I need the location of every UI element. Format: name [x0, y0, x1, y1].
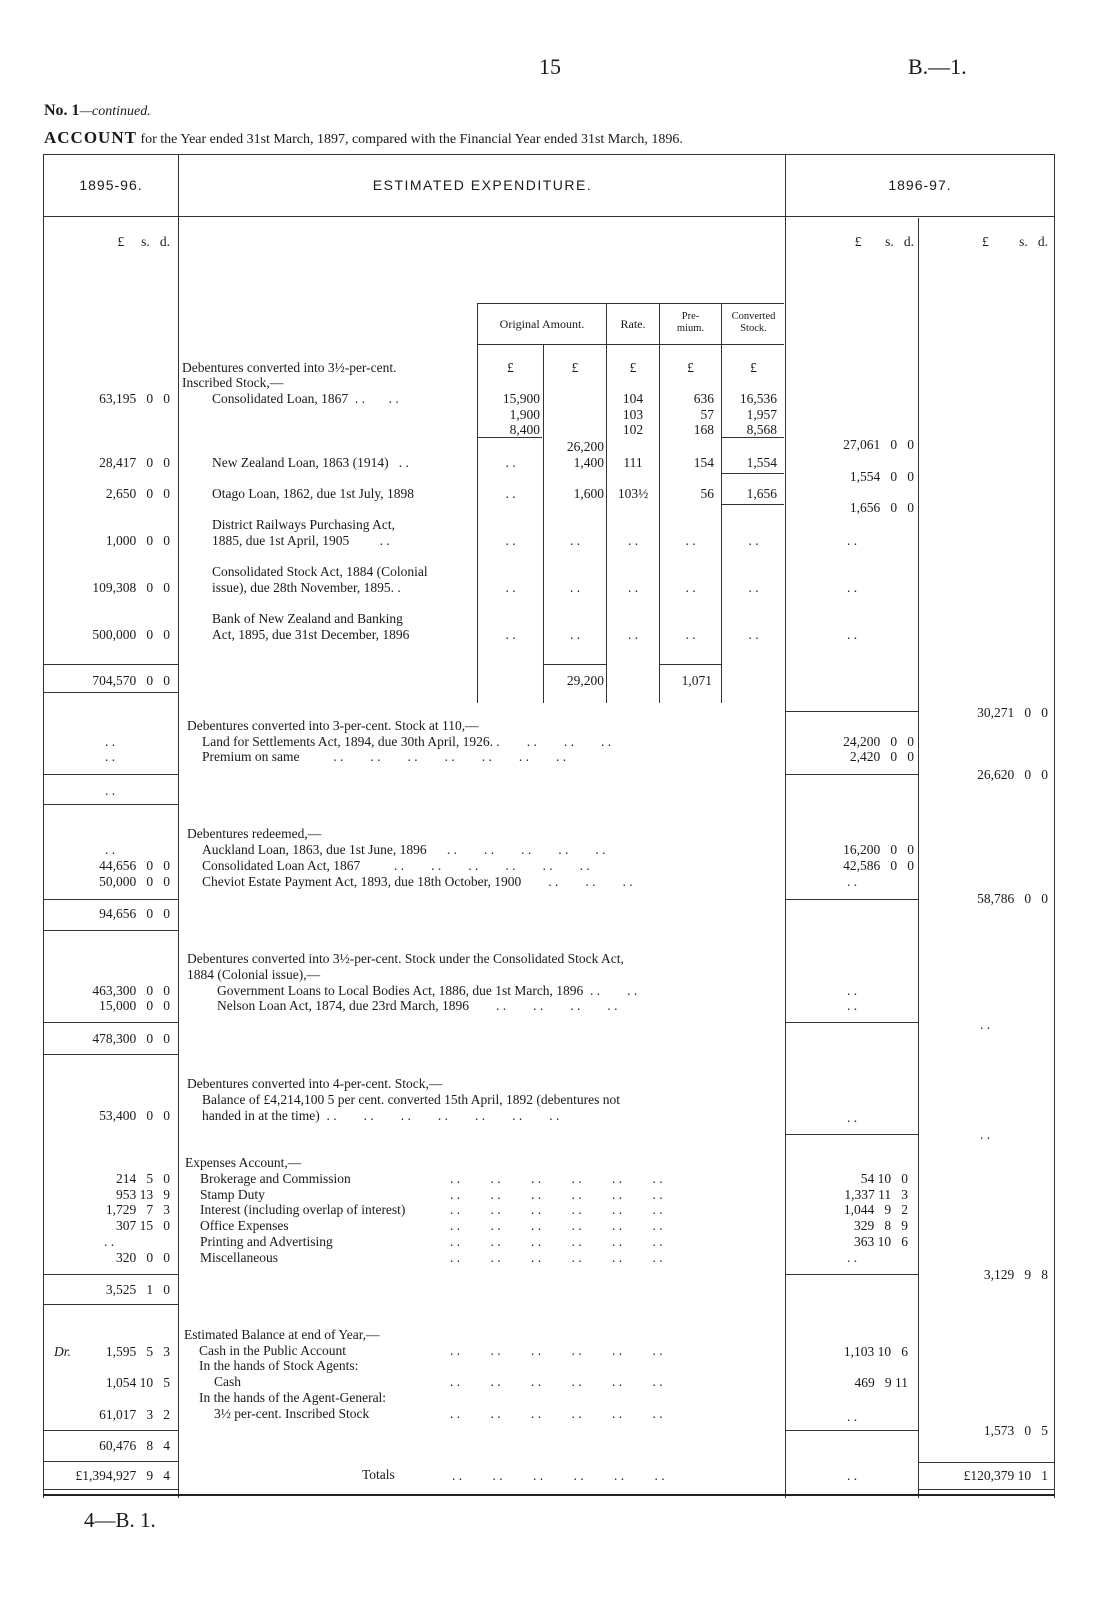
- col-divider-2: [785, 154, 786, 1498]
- section-title: Debentures converted into 3-per-cent. Stock at 110,—: [187, 718, 479, 733]
- r1-amount: . .: [846, 1409, 858, 1424]
- rate: 103½: [617, 486, 649, 501]
- footer-signature: 4—B. 1.: [84, 1508, 156, 1532]
- left-amount: 15,000 0 0: [99, 998, 170, 1013]
- left-amount: . .: [104, 734, 116, 749]
- r1-amount: . .: [846, 1110, 858, 1125]
- r1-amount: . .: [846, 998, 858, 1013]
- rate: 104 103 102: [622, 391, 644, 437]
- r1-amount: 1,044 9 2: [843, 1202, 908, 1217]
- total-original: 29,200: [566, 673, 604, 688]
- page-code: B.—1.: [908, 54, 967, 79]
- r1-amount: 24,200 0 0: [843, 734, 914, 749]
- r1-amount: 42,586 0 0: [843, 858, 914, 873]
- subhead-premium: Pre- mium.: [676, 311, 705, 334]
- left-amount: 2,650 0 0: [105, 486, 170, 501]
- table-bottom-rule: [43, 1494, 1055, 1496]
- dots: . .: [569, 627, 581, 642]
- left-amount: 953 13 9: [116, 1187, 170, 1202]
- dots: . .: [685, 627, 696, 642]
- section-title: Debentures converted into 3½-per-cent. Inscribed Stock,—: [182, 360, 397, 390]
- section-total-right: . .: [979, 1017, 991, 1032]
- row-label: In the hands of the Agent-General:: [199, 1390, 387, 1405]
- subhead-rate: Rate.: [620, 317, 646, 331]
- premium: 636 57 168: [693, 391, 714, 437]
- col-header-1895: 1895-96.: [79, 177, 143, 193]
- row-label: Otago Loan, 1862, due 1st July, 1898: [212, 486, 414, 501]
- dot-leaders: . . . . . . . . . . . .: [452, 1468, 665, 1483]
- left-amount: 214 5 0: [116, 1171, 170, 1186]
- total-premium: 1,071: [681, 673, 712, 688]
- row-label: Stamp Duty: [200, 1187, 265, 1202]
- left-amount: 320 0 0: [116, 1250, 170, 1265]
- row-label: Balance of £4,214,100 5 per cent. converted 15th April, 1892 (debentures not handed in at the time) . . . . . . . . . . . . . .: [202, 1092, 621, 1123]
- converted: 16,536 1,957 8,568: [739, 391, 777, 437]
- left-amount: 463,300 0 0: [92, 983, 170, 998]
- section-total-right: 26,620 0 0: [977, 767, 1048, 782]
- left-amount: 44,656 0 0: [99, 858, 170, 873]
- frame-left: [43, 154, 44, 1498]
- section-title: Expenses Account,—: [185, 1155, 302, 1170]
- r1-amount: 1,103 10 6: [843, 1344, 908, 1359]
- section-total-right: 1,573 0 5: [983, 1423, 1048, 1438]
- header-bottom-rule: [43, 216, 1055, 217]
- row-label: Nelson Loan Act, 1874, due 23rd March, 1896 . . . . . . . .: [217, 998, 618, 1013]
- heading-account: [44, 128, 683, 148]
- dots: . .: [505, 580, 516, 595]
- r1-amount: 1,656 0 0: [849, 500, 914, 515]
- dots: . .: [748, 533, 759, 548]
- pound-sign: £: [629, 360, 637, 375]
- premium: 56: [700, 486, 714, 501]
- unit-left: £ s. d.: [117, 234, 170, 249]
- section-total-left: 94,656 0 0: [99, 906, 170, 921]
- grand-total-r1: . .: [846, 1468, 858, 1483]
- r1-amount: . .: [846, 580, 858, 595]
- row-label: Consolidated Loan, 1867 . . . .: [212, 391, 399, 406]
- section-total-right: 30,271 0 0: [977, 705, 1048, 720]
- left-amount: . .: [104, 1234, 115, 1249]
- dots: . .: [505, 533, 516, 548]
- col-header-1896: 1896-97.: [888, 177, 952, 193]
- dots: . .: [627, 627, 639, 642]
- row-label: Printing and Advertising: [200, 1234, 333, 1249]
- r1-amount: 27,061 0 0: [843, 437, 914, 452]
- left-amount: 1,054 10 5: [105, 1375, 170, 1390]
- row-label: Consolidated Stock Act, 1884 (Colonial issue), due 28th November, 1895. .: [212, 564, 428, 595]
- dots: . .: [748, 627, 759, 642]
- left-amount: 1,595 5 3: [105, 1344, 170, 1359]
- section-title: Estimated Balance at end of Year,—: [184, 1327, 380, 1342]
- r1-amount: 2,420 0 0: [849, 749, 914, 764]
- dots: . .: [685, 580, 696, 595]
- orig-amount-2: 1,600: [573, 486, 604, 501]
- dots: . .: [505, 627, 516, 642]
- r1-amount: 1,554 0 0: [849, 469, 914, 484]
- left-amount: 63,195 0 0: [99, 391, 170, 406]
- r1-amount: 16,200 0 0: [843, 842, 914, 857]
- unit-r1: £ s. d.: [854, 234, 914, 249]
- r1-amount: . .: [846, 983, 858, 998]
- section-total-left: 3,525 1 0: [105, 1282, 170, 1297]
- dots: . .: [569, 533, 581, 548]
- r1-amount: 54 10 0: [860, 1171, 908, 1186]
- converted: 1,554: [746, 455, 777, 470]
- dots: . .: [569, 580, 581, 595]
- row-label: Auckland Loan, 1863, due 1st June, 1896 . . . . . . . . . .: [202, 842, 606, 857]
- left-amount: 307 15 0: [116, 1218, 170, 1233]
- row-label: Office Expenses: [200, 1218, 289, 1233]
- row-label: New Zealand Loan, 1863 (1914) . .: [212, 455, 409, 470]
- table-top-rule: [43, 154, 1055, 155]
- row-label: Interest (including overlap of interest): [200, 1202, 406, 1217]
- col-divider-1: [178, 154, 179, 1498]
- row-label: Consolidated Loan Act, 1867 . . . . . . . . . . . .: [202, 858, 590, 873]
- row-label: Government Loans to Local Bodies Act, 1886, due 1st March, 1896 . . . .: [217, 983, 638, 998]
- orig-amount: . .: [505, 455, 516, 470]
- left-amount: 109,308 0 0: [92, 580, 170, 595]
- r1-amount: . .: [846, 1250, 858, 1265]
- r1-amount: . .: [846, 627, 858, 642]
- row-label: District Railways Purchasing Act, 1885, due 1st April, 1905 . .: [212, 517, 395, 548]
- left-amount: 500,000 0 0: [92, 627, 170, 642]
- row-label: Miscellaneous: [200, 1250, 278, 1265]
- heading-continued: —continued.: [79, 104, 151, 119]
- grand-total-right: £120,379 10 1: [963, 1468, 1048, 1483]
- section-title: Debentures converted into 4-per-cent. Stock,—: [187, 1076, 443, 1091]
- pound-sign: £: [571, 360, 579, 375]
- col-header-expenditure: ESTIMATED EXPENDITURE.: [372, 177, 593, 193]
- converted: 1,656: [746, 486, 777, 501]
- heading-no-label: No. 1: [44, 102, 80, 119]
- left-amount: 28,417 0 0: [99, 455, 170, 470]
- rate: 111: [623, 455, 643, 470]
- left-amount: 1,000 0 0: [105, 533, 170, 548]
- left-amount: 1,729 7 3: [105, 1202, 170, 1217]
- section-total-left: . .: [104, 783, 116, 798]
- dots: . .: [627, 533, 639, 548]
- totals-label: Totals: [362, 1467, 395, 1482]
- row-label: Bank of New Zealand and Banking Act, 1895, due 31st December, 1896: [212, 611, 410, 642]
- unit-r2: £ s. d.: [981, 234, 1048, 249]
- left-amount: 61,017 3 2: [99, 1407, 170, 1422]
- account-title: for the Year ended 31st March, 1897, compared with the Financial Year ended 31st March, 1896.: [140, 132, 683, 147]
- debit-prefix: Dr.: [54, 1344, 71, 1359]
- section-title: Debentures redeemed,—: [187, 826, 322, 841]
- page-number: 15: [539, 54, 561, 79]
- dots: . .: [748, 580, 759, 595]
- orig-amount: . .: [505, 486, 516, 501]
- r1-amount: . .: [846, 533, 858, 548]
- pound-sign: £: [687, 360, 694, 375]
- section-title: Debentures converted into 3½-per-cent. Stock under the Consolidated Stock Act, 1884 (Colonial issue),—: [187, 951, 624, 982]
- section-total-left: 704,570 0 0: [92, 673, 170, 688]
- grand-total-left: £1,394,927 9 4: [75, 1468, 170, 1483]
- dot-leaders: . . . . . . . . . . . . . . . . . . . . . . . . . . . . . . . . . . . .: [450, 1343, 663, 1421]
- r1-amount: . .: [846, 874, 858, 889]
- section-total-left: 60,476 8 4: [99, 1438, 170, 1453]
- row-label: Cash: [214, 1374, 241, 1389]
- section-total-right: 3,129 9 8: [983, 1267, 1048, 1282]
- row-label: Premium on same . . . . . . . . . . . . . .: [202, 749, 567, 764]
- dot-leaders: . . . . . . . . . . . . . . . . . . . . . . . . . . . . . . . . . . . . . . . . . . . . . . . . . . . . . . . . . . . . . . . . . . . . . . . .: [450, 1171, 663, 1265]
- heading-no: [44, 102, 151, 120]
- col-divider-3: [918, 218, 919, 1498]
- row-label: In the hands of Stock Agents:: [199, 1358, 359, 1373]
- left-amount: . .: [104, 842, 116, 857]
- left-amount: 50,000 0 0: [99, 874, 170, 889]
- section-total-right: 58,786 0 0: [977, 891, 1048, 906]
- dots: . .: [685, 533, 696, 548]
- row-label: Brokerage and Commission: [200, 1171, 351, 1186]
- left-amount: 53,400 0 0: [99, 1108, 170, 1123]
- dots: . .: [627, 580, 639, 595]
- orig-amount-2: 26,200 1,400: [566, 439, 604, 470]
- frame-right: [1054, 154, 1055, 1498]
- row-label: Cash in the Public Account: [199, 1343, 346, 1358]
- r1-amount: 329 8 9: [854, 1218, 908, 1233]
- account-word: ACCOUNT: [44, 128, 137, 147]
- section-total-right: . .: [979, 1127, 991, 1142]
- orig-amount: 15,900 1,900 8,400: [502, 391, 540, 437]
- pound-sign: £: [507, 360, 514, 375]
- pound-sign: £: [750, 360, 757, 375]
- subhead-converted: Converted Stock.: [731, 311, 776, 334]
- left-amount: . .: [104, 749, 116, 764]
- row-label: Cheviot Estate Payment Act, 1893, due 18th October, 1900 . . . . . .: [202, 874, 633, 889]
- r1-amount: 363 10 6: [854, 1234, 908, 1249]
- row-label: Land for Settlements Act, 1894, due 30th April, 1926. . . . . . . .: [202, 734, 612, 749]
- r1-amount: 469 9 11: [854, 1375, 908, 1390]
- row-label: 3½ per-cent. Inscribed Stock: [214, 1406, 370, 1421]
- subhead-original: Original Amount.: [499, 317, 585, 331]
- r1-amount: 1,337 11 3: [844, 1187, 908, 1202]
- section-total-left: 478,300 0 0: [92, 1031, 170, 1046]
- premium: 154: [693, 455, 714, 470]
